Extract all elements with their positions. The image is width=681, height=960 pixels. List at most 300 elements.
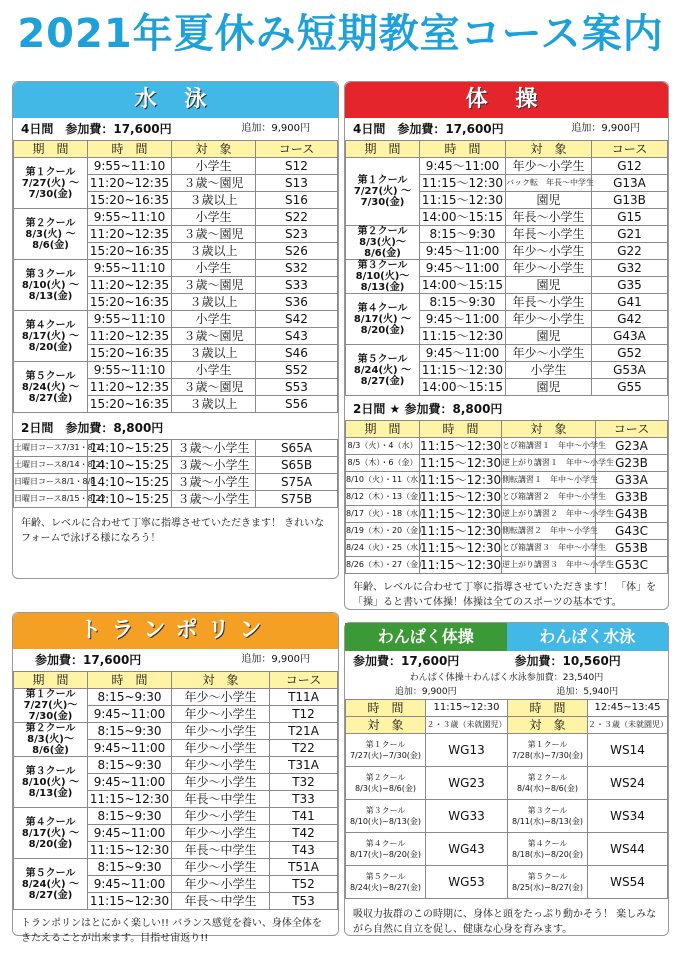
col-period: 期 間	[14, 141, 88, 158]
swim-4day-table	[13, 140, 338, 413]
time-cell: 9:55~11:10	[88, 362, 172, 379]
target-cell: 小学生	[172, 158, 256, 175]
course-cell: G43A	[592, 328, 668, 345]
course-cell: T52	[270, 876, 338, 893]
col-period: 期 間	[346, 141, 420, 158]
wanpaku-swim-period: 第２クール 8/4(水)~8/6(金)	[508, 767, 588, 800]
col-target: 対 象	[506, 141, 592, 158]
col-target: 対 象	[172, 141, 256, 158]
course-cell: S42	[256, 311, 338, 328]
target-cell: 小学生	[172, 311, 256, 328]
trampoline-fee	[13, 649, 338, 671]
course-cell: S26	[256, 243, 338, 260]
time-cell: 9:55~11:10	[88, 311, 172, 328]
col-period: 期 間	[14, 672, 88, 689]
period-cell: 第５クール 8/24(火) 〜 8/27(金)	[14, 362, 88, 413]
wanpaku-time-label: 時 間	[508, 700, 588, 717]
table-row	[346, 294, 668, 311]
time-cell: 11:15～12:30	[420, 507, 502, 521]
wanpaku-gym-period: 第３クール 8/10(火)~8/13(金)	[346, 800, 426, 833]
period-cell: 第１クール 7/27(火) 〜 7/30(金)	[14, 158, 88, 209]
table-row	[346, 734, 668, 767]
gym-fee-2day: 2日間 ★ 参加費：8,800円	[353, 402, 503, 416]
table-row	[346, 260, 668, 277]
trampoline-panel	[12, 612, 339, 944]
time-cell: 9:45~11:00	[88, 706, 172, 723]
course-cell: G43B	[596, 506, 668, 523]
period-cell: 8/3（火）・4（水）	[346, 438, 420, 455]
time-cell: 14:00～15:15	[420, 209, 506, 226]
time-cell: 11:20~12:35	[88, 379, 172, 396]
table-row	[14, 689, 338, 706]
period-cell: 第４クール 8/17(火) 〜 8/20(金)	[14, 808, 88, 859]
swim-header: 水 泳	[13, 82, 338, 118]
course-cell: G55	[592, 379, 668, 396]
time-cell: 11:15～12:30	[420, 524, 502, 538]
wanpaku-note: 吸収力抜群のこの時期に、身体と頭をたっぷり動かそう！ 楽しみながら自然に自立を促し、健康な心身を育みます。	[353, 909, 657, 935]
time-cell: 8:15~9:30	[88, 689, 172, 706]
course-cell: S36	[256, 294, 338, 311]
target-cell: ３歳以上	[172, 345, 256, 362]
wanpaku-gym-add: 追加：9,900円	[394, 687, 457, 697]
target-cell: ３歳〜園児	[172, 328, 256, 345]
table-row	[346, 800, 668, 833]
target-cell: 年少〜小学生	[172, 859, 270, 876]
period-cell: 第５クール 8/24(火) 〜 8/27(金)	[346, 345, 420, 396]
time-cell: 15:20~16:35	[88, 294, 172, 311]
time-cell: 11:20~12:35	[88, 277, 172, 294]
table-row	[14, 808, 338, 825]
period-cell: 第２クール 8/3(火) 〜 8/6(金)	[14, 209, 88, 260]
target-cell: 園児	[506, 192, 592, 209]
period-cell: 日曜日コース8/1・8/8	[14, 474, 88, 491]
target-cell: 園児	[506, 328, 592, 345]
target-cell: 年少〜小学生	[172, 825, 270, 842]
course-cell: G43C	[596, 523, 668, 540]
table-header-row	[14, 141, 338, 158]
period-cell: 8/26（木）・27（金）	[346, 557, 420, 574]
time-cell: 8:15~9:30	[88, 808, 172, 825]
period-cell: 第４クール 8/17(火) 〜 8/20(金)	[346, 294, 420, 345]
time-cell: 8:15~9:30	[88, 859, 172, 876]
course-cell: T42	[270, 825, 338, 842]
table-row	[346, 455, 668, 472]
wanpaku-swim-course: WS34	[588, 800, 668, 833]
course-cell: S13	[256, 175, 338, 192]
wanpaku-time-row	[346, 700, 668, 717]
course-cell: T32	[270, 774, 338, 791]
target-cell: 側転講習２ 年中〜小学生	[502, 523, 596, 540]
target-cell: ３歳〜小学生	[172, 474, 256, 491]
target-cell: 年長〜小学生	[506, 294, 592, 311]
period-cell: 第２クール 8/3(火)〜 8/6(金)	[346, 226, 420, 260]
trampoline-header: トランポリン	[13, 613, 338, 649]
time-cell: 15:20~16:35	[88, 192, 172, 209]
table-header-row	[346, 421, 668, 438]
period-cell: 土曜日コース7/31・8/7	[14, 440, 88, 457]
wanpaku-gym-period: 第２クール 8/3(火)~8/6(金)	[346, 767, 426, 800]
wanpaku-swim-time: 12:45~13:45	[588, 700, 668, 717]
course-cell: T21A	[270, 723, 338, 740]
target-cell: 小学生	[172, 362, 256, 379]
target-cell: とび箱講習３ 年中〜小学生	[502, 540, 596, 557]
trampoline-fee-text: 参加費：17,600円	[35, 653, 142, 667]
table-row	[346, 345, 668, 362]
course-cell: S56	[256, 396, 338, 413]
course-cell: G53C	[596, 557, 668, 574]
trampoline-note: トランポリンはとにかく楽しい!! バランス感覚を養い、身体全体をきたえることが出来ます。目指せ宙返り!!	[21, 918, 322, 944]
course-cell: G12	[592, 158, 668, 175]
course-cell: S52	[256, 362, 338, 379]
table-row	[346, 523, 668, 540]
course-cell: G33B	[596, 489, 668, 506]
wanpaku-gym-fee: 参加費：17,600円	[353, 654, 460, 668]
target-cell: とび箱講習２ 年中〜小学生	[502, 489, 596, 506]
table-row	[14, 723, 338, 740]
wanpaku-swim-course: WS24	[588, 767, 668, 800]
col-course: コース	[592, 141, 668, 158]
swim-fee-4day-text: 4日間 参加費：17,600円	[21, 122, 172, 136]
wanpaku-target-row	[346, 717, 668, 734]
wanpaku-swim-add: 追加：5,940円	[556, 687, 619, 697]
gym-2day-table	[345, 420, 668, 574]
wanpaku-gym-period: 第４クール 8/17(火)~8/20(金)	[346, 833, 426, 866]
table-row	[346, 226, 668, 243]
target-cell: 小学生	[506, 362, 592, 379]
course-cell: G22	[592, 243, 668, 260]
col-time: 時 間	[420, 141, 506, 158]
wanpaku-swim-header: わんぱく水泳	[507, 623, 669, 651]
course-cell: G53A	[592, 362, 668, 379]
course-cell: T43	[270, 842, 338, 859]
period-cell: 第３クール 8/10(火)〜 8/13(金)	[346, 260, 420, 294]
time-cell: 11:15～12:30	[420, 175, 506, 192]
target-cell: 年長〜小学生	[506, 226, 592, 243]
time-cell: 8:15~9:30	[88, 757, 172, 774]
table-row	[14, 757, 338, 774]
table-row	[14, 440, 338, 457]
target-cell: 年少〜小学生	[172, 876, 270, 893]
col-time: 時 間	[88, 141, 172, 158]
time-cell: 15:20~16:35	[88, 396, 172, 413]
target-cell: ３歳以上	[172, 192, 256, 209]
col-course: コース	[270, 672, 338, 689]
target-cell: ３歳〜園児	[172, 379, 256, 396]
period-cell: 第４クール 8/17(火) 〜 8/20(金)	[14, 311, 88, 362]
course-cell: G15	[592, 209, 668, 226]
time-cell: 11:20~12:35	[88, 328, 172, 345]
swim-panel	[12, 81, 339, 579]
wanpaku-gym-course: WG53	[426, 866, 508, 899]
wanpaku-gym-course: WG33	[426, 800, 508, 833]
course-cell: G42	[592, 311, 668, 328]
target-cell: ３歳以上	[172, 396, 256, 413]
table-row	[14, 491, 338, 508]
target-cell: 小学生	[172, 209, 256, 226]
col-time: 時 間	[88, 672, 172, 689]
course-cell: G13A	[592, 175, 668, 192]
wanpaku-gym-period: 第５クール 8/24(火)~8/27(金)	[346, 866, 426, 899]
time-cell: 8:15～9:30	[420, 294, 506, 311]
period-cell: 土曜日コース8/14・8/21	[14, 457, 88, 474]
table-row	[14, 859, 338, 876]
target-cell: 年少〜小学生	[172, 774, 270, 791]
period-cell: 8/12（木）・13（金）	[346, 489, 420, 506]
time-cell: 15:20~16:35	[88, 345, 172, 362]
swim-additional-fee: 追加：9,900円	[241, 123, 310, 134]
target-cell: 年少〜小学生	[172, 757, 270, 774]
time-cell: 11:20~12:35	[88, 226, 172, 243]
table-row	[14, 311, 338, 328]
trampoline-additional-fee: 追加：9,900円	[241, 654, 310, 665]
wanpaku-target-label: 対 象	[346, 717, 426, 734]
target-cell: ３歳〜園児	[172, 226, 256, 243]
wanpaku-swim-period: 第３クール 8/11(水)~8/13(金)	[508, 800, 588, 833]
time-cell: 11:15～12:30	[420, 473, 502, 487]
target-cell: ３歳〜小学生	[172, 457, 256, 474]
course-cell: T31A	[270, 757, 338, 774]
course-cell: T41	[270, 808, 338, 825]
period-cell: 日曜日コース8/15・8/22	[14, 491, 88, 508]
time-cell: 9:45～11:00	[420, 311, 506, 328]
time-cell: 15:20~16:35	[88, 243, 172, 260]
wanpaku-swim-course: WS14	[588, 734, 668, 767]
target-cell: ３歳以上	[172, 243, 256, 260]
time-cell: 9:45～11:00	[420, 345, 506, 362]
time-cell: 9:45~11:00	[88, 876, 172, 893]
period-cell: 第３クール 8/10(火) 〜 8/13(金)	[14, 260, 88, 311]
table-header-row	[346, 141, 668, 158]
period-cell: 第２クール 8/3(火)〜 8/6(金)	[14, 723, 88, 757]
table-row	[14, 457, 338, 474]
time-cell: 11:15～12:30	[420, 558, 502, 572]
time-cell: 9:45～11:00	[420, 260, 506, 277]
wanpaku-swim-fee: 参加費：10,560円	[514, 654, 621, 668]
swim-note: 年齢、レベルに合わせて丁寧に指導させていただきます！ きれいなフォームで泳げる様になろう！	[21, 518, 325, 544]
target-cell: 年少〜小学生	[172, 723, 270, 740]
table-row	[14, 362, 338, 379]
target-cell: 小学生	[172, 260, 256, 277]
wanpaku-target-label: 対 象	[508, 717, 588, 734]
course-cell: S75B	[256, 491, 338, 508]
table-row	[346, 472, 668, 489]
time-cell: 9:55~11:10	[88, 260, 172, 277]
course-cell: G23B	[596, 455, 668, 472]
target-cell: 年少〜小学生	[506, 311, 592, 328]
wanpaku-gym-course: WG43	[426, 833, 508, 866]
target-cell: 逆上がり講習２ 年中〜小学生	[502, 506, 596, 523]
period-cell: 第１クール 7/27(火)〜 7/30(金)	[14, 689, 88, 723]
target-cell: 側転講習１ 年中〜小学生	[502, 472, 596, 489]
time-cell: 14:10~15:25	[88, 457, 172, 474]
wanpaku-swim-period: 第４クール 8/18(水)~8/20(金)	[508, 833, 588, 866]
wanpaku-gym-course: WG13	[426, 734, 508, 767]
time-cell: 11:15~12:30	[88, 791, 172, 808]
gym-note: 年齢、レベルに合わせて丁寧に指導させていただきます！ 「体」を「操」ると書いて体操！体操は全てのスポーツの基本です。	[353, 582, 657, 608]
wanpaku-swim-course: WS44	[588, 833, 668, 866]
course-cell: G32	[592, 260, 668, 277]
swim-2day-table	[13, 439, 338, 508]
table-row	[346, 866, 668, 899]
course-cell: S33	[256, 277, 338, 294]
gym-4day-table	[345, 140, 668, 396]
target-cell: 園児	[506, 277, 592, 294]
target-cell: 年少〜小学生	[172, 808, 270, 825]
course-cell: T33	[270, 791, 338, 808]
course-cell: S75A	[256, 474, 338, 491]
course-cell: G53B	[596, 540, 668, 557]
period-cell: 8/5（木）・6（金）	[346, 455, 420, 472]
course-cell: G21	[592, 226, 668, 243]
period-cell: 第１クール 7/27(火) 〜 7/30(金)	[346, 158, 420, 226]
time-cell: 11:15～12:30	[420, 456, 502, 470]
course-cell: T22	[270, 740, 338, 757]
course-cell: G33A	[596, 472, 668, 489]
course-cell: S23	[256, 226, 338, 243]
wanpaku-gym-header: わんぱく体操	[345, 623, 507, 651]
table-row	[346, 767, 668, 800]
col-time: 時 間	[420, 421, 502, 438]
gym-panel	[344, 81, 669, 610]
period-cell: 第３クール 8/10(火) 〜 8/13(金)	[14, 757, 88, 808]
target-cell: 逆上がり講習１ 年中〜小学生	[502, 455, 596, 472]
table-row	[346, 833, 668, 866]
target-cell: 年少〜小学生	[506, 243, 592, 260]
course-cell: T53	[270, 893, 338, 910]
time-cell: 9:45~11:00	[88, 825, 172, 842]
period-cell: 8/17（火）・18（水）	[346, 506, 420, 523]
wanpaku-swim-target: ２・３歳（未就園児）	[588, 717, 668, 734]
time-cell: 11:20~12:35	[88, 175, 172, 192]
time-cell: 11:15～12:30	[420, 490, 502, 504]
course-cell: S32	[256, 260, 338, 277]
course-cell: S12	[256, 158, 338, 175]
table-header-row	[14, 672, 338, 689]
target-cell: 園児	[506, 379, 592, 396]
table-row	[14, 158, 338, 175]
course-cell: G23A	[596, 438, 668, 455]
table-row	[346, 506, 668, 523]
time-cell: 14:10~15:25	[88, 491, 172, 508]
table-row	[14, 209, 338, 226]
gym-fee-4day	[345, 118, 668, 140]
target-cell: 年長〜中学生	[172, 791, 270, 808]
wanpaku-swim-period: 第１クール 7/28(水)~7/30(金)	[508, 734, 588, 767]
wanpaku-panel	[344, 622, 669, 936]
target-cell: ３歳以上	[172, 294, 256, 311]
target-cell: ３歳〜小学生	[172, 491, 256, 508]
target-cell: バック転 年長〜中学生	[506, 175, 592, 192]
col-course: コース	[596, 421, 668, 438]
time-cell: 9:45~11:00	[88, 740, 172, 757]
wanpaku-time-label: 時 間	[346, 700, 426, 717]
period-cell: 8/24（火）・25（水）	[346, 540, 420, 557]
target-cell: ３歳〜園児	[172, 175, 256, 192]
wanpaku-gym-target: ２・３歳（未就園児）	[426, 717, 508, 734]
table-row	[346, 540, 668, 557]
time-cell: 14:00～15:15	[420, 277, 506, 294]
table-row	[346, 489, 668, 506]
wanpaku-combo-fee: わんぱく体操＋わんぱく水泳参加費：23,540円	[409, 673, 604, 683]
wanpaku-gym-time: 11:15~12:30	[426, 700, 508, 717]
target-cell: 逆上がり講習３ 年中〜小学生	[502, 557, 596, 574]
target-cell: 年長〜小学生	[506, 209, 592, 226]
wanpaku-table	[345, 699, 668, 899]
col-period: 期 間	[346, 421, 420, 438]
time-cell: 11:15~12:30	[88, 842, 172, 859]
table-row	[346, 158, 668, 175]
target-cell: ３歳〜園児	[172, 277, 256, 294]
time-cell: 9:45～11:00	[420, 158, 506, 175]
swim-fee-4day	[13, 118, 338, 140]
target-cell: とび箱講習１ 年中〜小学生	[502, 438, 596, 455]
course-cell: T11A	[270, 689, 338, 706]
course-cell: G41	[592, 294, 668, 311]
wanpaku-gym-course: WG23	[426, 767, 508, 800]
time-cell: 14:10~15:25	[88, 474, 172, 491]
gym-header: 体 操	[345, 82, 668, 118]
time-cell: 14:10~15:25	[88, 440, 172, 457]
time-cell: 11:15～12:30	[420, 362, 506, 379]
col-target: 対 象	[172, 672, 270, 689]
target-cell: 年長〜中学生	[172, 893, 270, 910]
target-cell: 年少〜小学生	[506, 158, 592, 175]
page-title: 2021年夏休み短期教室コース案内	[17, 11, 664, 57]
course-cell: S16	[256, 192, 338, 209]
time-cell: 14:00～15:15	[420, 379, 506, 396]
time-cell: 11:15～12:30	[420, 192, 506, 209]
course-cell: S22	[256, 209, 338, 226]
col-course: コース	[256, 141, 338, 158]
time-cell: 11:15～12:30	[420, 439, 502, 453]
target-cell: 年少〜小学生	[172, 706, 270, 723]
course-cell: T51A	[270, 859, 338, 876]
gym-additional-fee: 追加：9,900円	[571, 123, 640, 134]
time-cell: 9:55~11:10	[88, 209, 172, 226]
time-cell: 11:15~12:30	[88, 893, 172, 910]
target-cell: 年少〜小学生	[172, 740, 270, 757]
course-cell: S46	[256, 345, 338, 362]
course-cell: T12	[270, 706, 338, 723]
wanpaku-swim-period: 第５クール 8/25(水)~8/27(金)	[508, 866, 588, 899]
table-row	[14, 474, 338, 491]
table-row	[346, 557, 668, 574]
wanpaku-swim-course: WS54	[588, 866, 668, 899]
time-cell: 11:15～12:30	[420, 328, 506, 345]
course-cell: G35	[592, 277, 668, 294]
time-cell: 8:15~9:30	[88, 723, 172, 740]
course-cell: S53	[256, 379, 338, 396]
course-cell: G13B	[592, 192, 668, 209]
time-cell: 8:15～9:30	[420, 226, 506, 243]
target-cell: 年少〜小学生	[172, 689, 270, 706]
course-cell: S65A	[256, 440, 338, 457]
course-cell: G52	[592, 345, 668, 362]
period-cell: 8/10（火）・11（水）	[346, 472, 420, 489]
course-cell: S65B	[256, 457, 338, 474]
course-cell: S43	[256, 328, 338, 345]
gym-fee-4day-text: 4日間 参加費：17,600円	[353, 122, 504, 136]
target-cell: 年少〜小学生	[506, 260, 592, 277]
table-row	[346, 438, 668, 455]
table-row	[14, 260, 338, 277]
target-cell: ３歳〜小学生	[172, 440, 256, 457]
trampoline-table	[13, 671, 338, 910]
period-cell: 8/19（木）・20（金）	[346, 523, 420, 540]
time-cell: 9:55~11:10	[88, 158, 172, 175]
time-cell: 9:45～11:00	[420, 243, 506, 260]
time-cell: 11:15～12:30	[420, 541, 502, 555]
